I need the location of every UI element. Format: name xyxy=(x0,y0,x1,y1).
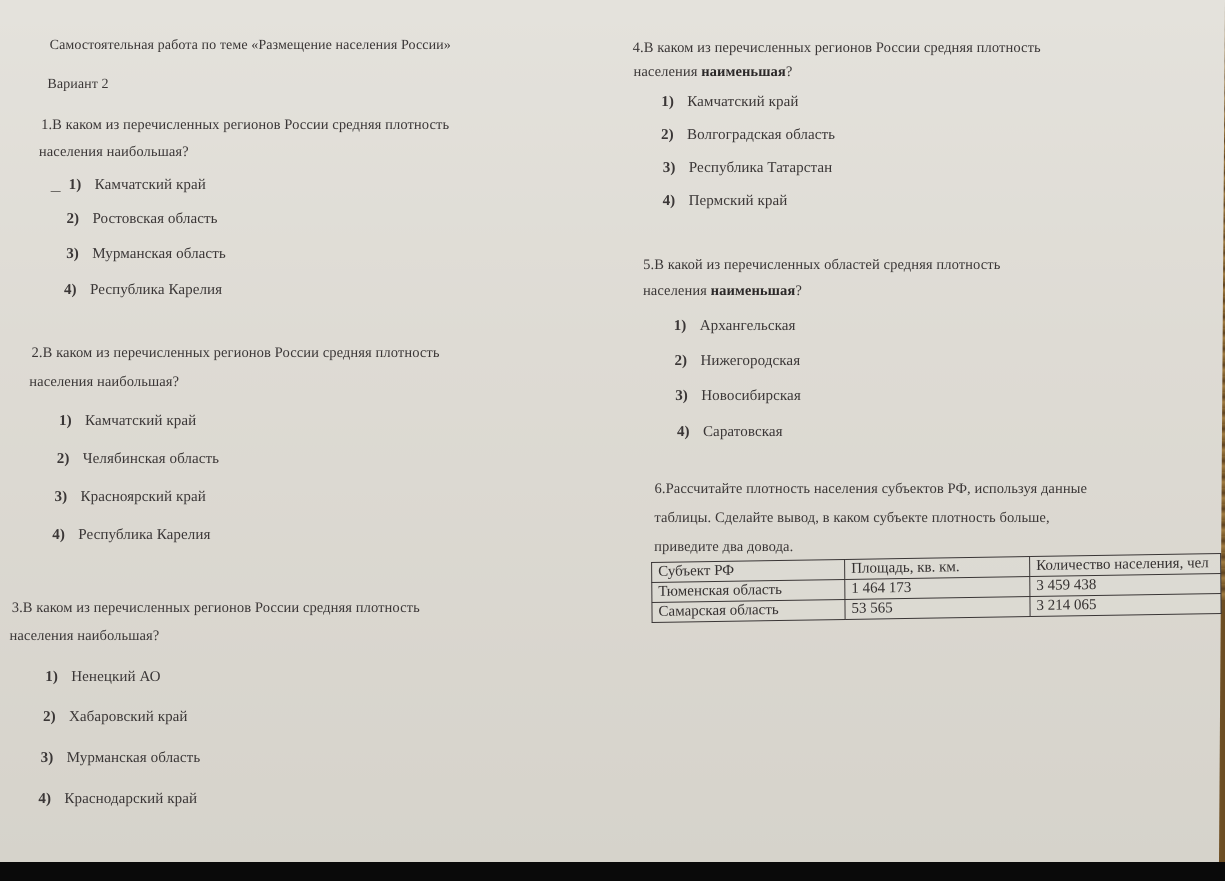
q4-option xyxy=(663,193,788,210)
q1-option xyxy=(66,211,217,228)
worksheet-title: Самостоятельная работа по теме «Размещение населения России» xyxy=(49,38,451,53)
q5-text-part: ? xyxy=(795,283,802,299)
option-text: Пермский край xyxy=(688,193,788,209)
screen-bottom-bar xyxy=(0,862,1225,881)
q4-keyword: наименьшая xyxy=(701,64,786,80)
population-table xyxy=(651,553,1222,623)
q2-option xyxy=(54,489,206,506)
table-header-cell: Субъект РФ xyxy=(652,559,845,582)
table-header-cell: Площадь, кв. км. xyxy=(845,557,1030,580)
table-cell: 53 565 xyxy=(845,597,1030,620)
pencil-mark xyxy=(51,191,61,192)
q2-option xyxy=(57,451,219,468)
q6-text-line2: таблицы. Сделайте вывод, в каком субъекте плотность больше, xyxy=(654,510,1050,526)
option-number: 3) xyxy=(40,750,54,766)
q3-option xyxy=(38,791,197,808)
table-cell: 3 459 438 xyxy=(1030,574,1221,597)
q4-option xyxy=(661,127,835,144)
q2-text-line2: населения наибольшая? xyxy=(29,374,180,390)
q2-option xyxy=(52,527,210,544)
option-number: 2) xyxy=(66,211,80,227)
option-text: Новосибирская xyxy=(701,388,801,404)
q5-option xyxy=(675,388,801,405)
option-number: 1) xyxy=(68,177,82,193)
option-text: Ростовская область xyxy=(92,211,218,227)
option-number: 4) xyxy=(38,791,52,807)
option-number: 3) xyxy=(675,388,688,404)
q4-text-part: ? xyxy=(785,64,793,80)
option-number: 1) xyxy=(661,94,675,110)
option-number: 2) xyxy=(56,451,70,467)
q4-text-line1: 4.В каком из перечисленных регионов России средняя плотность xyxy=(632,40,1041,56)
q4-option xyxy=(663,160,833,177)
option-text: Челябинская область xyxy=(82,451,220,467)
option-text: Камчатский край xyxy=(85,413,197,429)
q5-text-line2 xyxy=(643,283,802,300)
option-number: 2) xyxy=(661,127,674,143)
q1-option xyxy=(66,246,226,263)
option-text: Краснодарский край xyxy=(64,791,198,807)
option-number: 3) xyxy=(662,160,676,176)
option-number: 1) xyxy=(59,413,72,429)
option-text: Хабаровский край xyxy=(68,709,188,725)
q3-option xyxy=(41,750,201,767)
option-text: Республика Карелия xyxy=(89,282,223,298)
option-text: Республика Карелия xyxy=(78,527,211,543)
option-text: Волгоградская область xyxy=(687,127,836,143)
q4-option xyxy=(661,94,798,111)
option-number: 1) xyxy=(673,318,687,334)
option-number: 4) xyxy=(52,527,66,543)
q5-text-line1: 5.В какой из перечисленных областей средняя плотность xyxy=(643,257,1001,273)
option-number: 1) xyxy=(45,669,59,685)
q3-text-line2: населения наибольшая? xyxy=(9,628,160,644)
table-cell: Тюменская область xyxy=(652,579,845,602)
table-cell: 3 214 065 xyxy=(1030,594,1221,617)
option-number: 2) xyxy=(674,353,688,369)
q3-option xyxy=(45,669,160,686)
option-text: Камчатский край xyxy=(687,94,799,110)
option-text: Саратовская xyxy=(702,424,783,440)
q1-text-line1: 1.В каком из перечисленных регионов России средняя плотность xyxy=(41,117,450,133)
q5-text-part: населения xyxy=(642,283,711,299)
option-text: Архангельская xyxy=(699,318,796,334)
q1-option xyxy=(64,282,222,299)
option-text: Камчатский край xyxy=(94,177,206,193)
option-number: 4) xyxy=(676,424,690,440)
table-header-cell: Количество населения, чел xyxy=(1030,554,1221,577)
q5-keyword: наименьшая xyxy=(710,283,796,299)
q4-text-part: населения xyxy=(633,64,702,80)
option-number: 4) xyxy=(662,193,676,209)
q3-option xyxy=(43,709,188,726)
q2-option xyxy=(59,413,196,430)
q4-text-line2 xyxy=(633,64,792,81)
option-text: Нижегородская xyxy=(700,353,801,369)
variant-label: Вариант 2 xyxy=(47,77,109,92)
q3-text-line1: 3.В каком из перечисленных регионов России средняя плотность xyxy=(11,600,420,616)
option-number: 4) xyxy=(63,282,77,298)
option-number: 2) xyxy=(42,709,56,725)
q2-text-line1: 2.В каком из перечисленных регионов России средняя плотность xyxy=(31,345,440,361)
q5-option xyxy=(674,353,800,370)
option-text: Красноярский край xyxy=(80,489,206,505)
option-number: 3) xyxy=(66,246,79,262)
q6-text-line3: приведите два довода. xyxy=(654,539,794,555)
q5-option xyxy=(674,318,796,335)
table-cell: 1 464 173 xyxy=(845,577,1030,600)
option-text: Мурманская область xyxy=(92,246,226,262)
q1-option xyxy=(69,177,206,194)
option-text: Республика Татарстан xyxy=(688,160,833,176)
q5-option xyxy=(677,424,783,441)
option-text: Ненецкий АО xyxy=(71,669,161,685)
option-number: 3) xyxy=(54,489,68,505)
q6-text-line1: 6.Рассчитайте плотность населения субъектов РФ, используя данные xyxy=(654,481,1088,497)
table-cell: Самарская область xyxy=(652,599,845,622)
option-text: Мурманская область xyxy=(66,750,201,766)
q1-text-line2: населения наибольшая? xyxy=(38,144,189,160)
